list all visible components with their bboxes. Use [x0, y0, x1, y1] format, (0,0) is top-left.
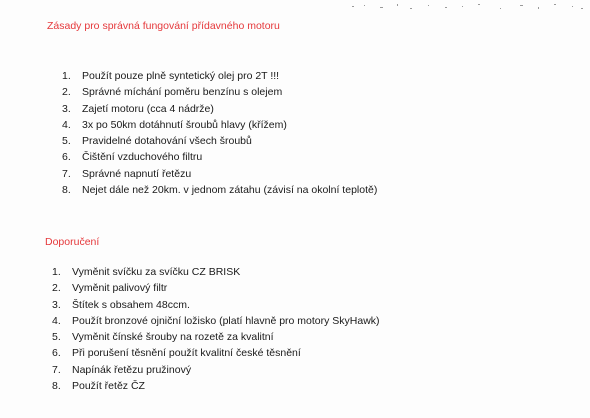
rules-list [62, 68, 377, 198]
list-item-number: 6. [52, 347, 61, 360]
list-item-text: Vyměnit svíčku za svíčku CZ BRISK [72, 266, 241, 278]
list-item-number: 2. [52, 282, 61, 295]
list-item-number: 7. [62, 167, 71, 180]
list-item [52, 313, 380, 329]
rules-heading: Zásady pro správná fungování přídavného motoru [47, 20, 280, 32]
list-item-text: Pravidelné dotahování všech šroubů [82, 135, 252, 148]
list-item-text: Při porušení těsnění použít kvalitní české těsnění [72, 347, 301, 360]
list-item [52, 297, 380, 313]
list-item-number: 2. [62, 86, 71, 99]
list-item-text: 3x po 50km dotáhnutí šroubů hlavy (křížem) [82, 118, 287, 131]
recommendations-list [52, 264, 380, 394]
list-item [52, 264, 380, 280]
list-item [62, 101, 377, 117]
list-item [52, 362, 380, 378]
list-item [52, 280, 380, 296]
list-item-text: Použít řetěz ČZ [72, 380, 145, 393]
recommendations-heading: Doporučení [45, 236, 100, 248]
list-item-text: Správné napnutí řetězu [82, 167, 192, 180]
list-item [62, 84, 377, 100]
list-item [52, 329, 380, 345]
list-item-text: Správné míchání poměru benzínu s olejem [82, 86, 283, 99]
scan-noise-specks [350, 2, 586, 12]
list-item-text: Použít pouze plně syntetický olej pro 2T !!! [82, 70, 280, 82]
list-item-number: 8. [52, 380, 61, 393]
list-item-number: 7. [52, 363, 61, 376]
list-item-number: 8. [62, 184, 71, 197]
list-item [62, 133, 377, 149]
list-item [62, 117, 377, 133]
list-item [52, 345, 380, 361]
list-item-text: Štítek s obsahem 48ccm. [72, 298, 190, 311]
list-item [62, 149, 377, 165]
list-item-number: 6. [62, 151, 71, 164]
list-item-number: 1. [52, 266, 61, 278]
list-item [52, 378, 380, 394]
list-item-number: 3. [52, 298, 61, 311]
list-item-number: 4. [52, 314, 61, 327]
list-item [62, 182, 377, 198]
list-item-text: Čištění vzduchového filtru [82, 151, 203, 164]
list-item-text: Nejet dále než 20km. v jednom zátahu (závisí na okolní teplotě) [82, 184, 378, 197]
list-item-text: Vyměnit čínské šrouby na rozetě za kvalitní [72, 331, 274, 344]
list-item-number: 1. [62, 70, 71, 82]
list-item-number: 5. [52, 331, 61, 344]
list-item-text: Vyměnit palivový filtr [72, 282, 168, 295]
list-item-number: 3. [62, 102, 71, 115]
list-item [62, 166, 377, 182]
list-item-text: Napínák řetězu pružinový [72, 363, 192, 376]
list-item-text: Zajetí motoru (cca 4 nádrže) [82, 102, 214, 115]
list-item-number: 5. [62, 135, 71, 148]
list-item [62, 68, 377, 84]
list-item-text: Použít bronzové ojniční ložisko (platí hlavně pro motory SkyHawk) [72, 314, 380, 327]
list-item-number: 4. [62, 118, 71, 131]
